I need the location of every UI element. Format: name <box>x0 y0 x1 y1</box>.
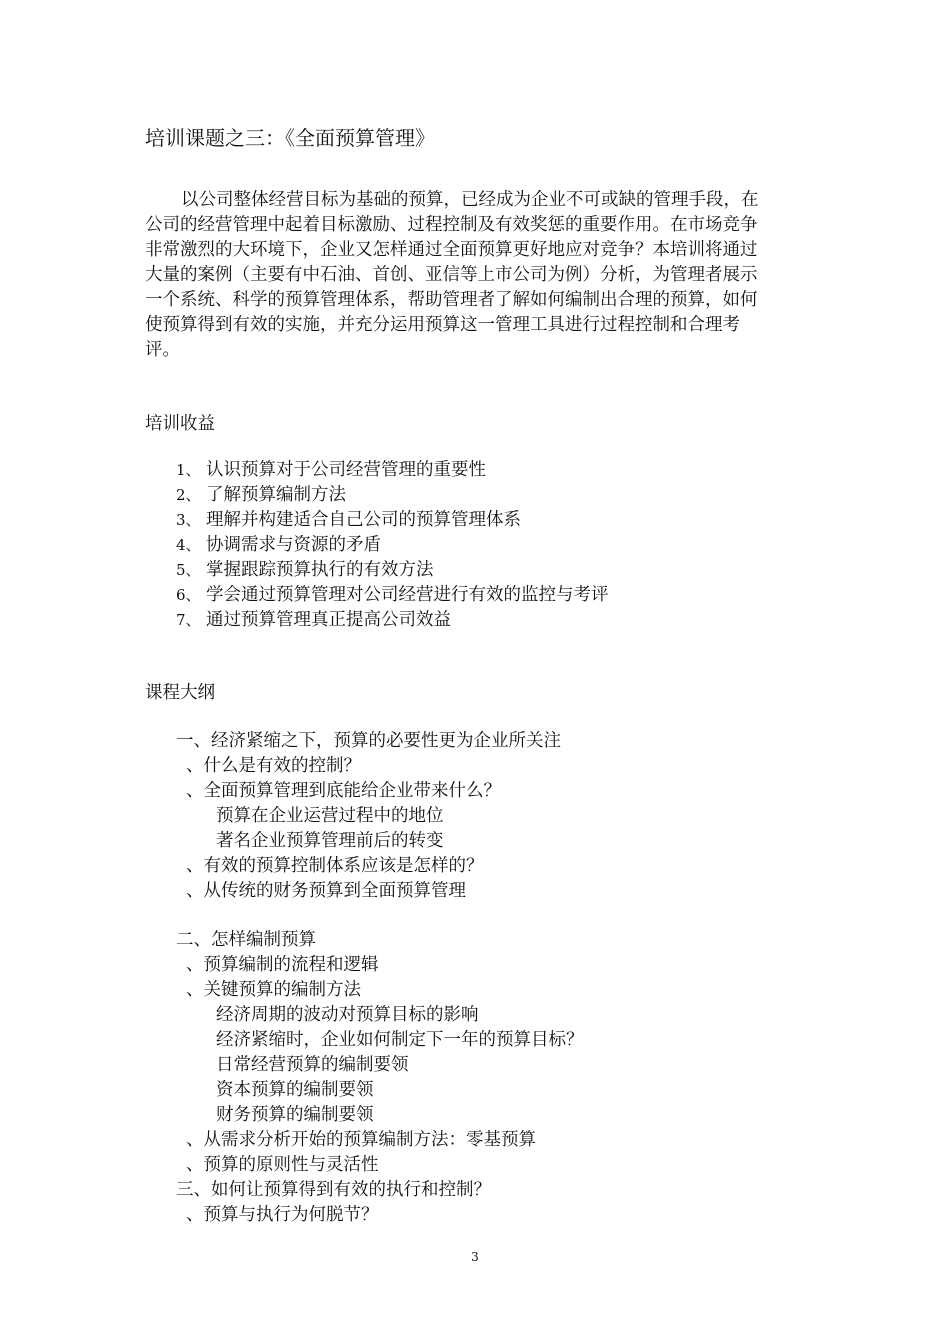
outline-subitem: 日常经营预算的编制要领 <box>216 1055 409 1075</box>
outline-section-1 <box>176 729 561 904</box>
benefit-number: 3、 <box>176 511 201 529</box>
outline-section-2 <box>176 928 584 1228</box>
intro-line: 公司的经营管理中起着目标激励、过程控制及有效奖惩的重要作用。在市场竞争 <box>145 215 758 235</box>
outline-section-title: 二、怎样编制预算 <box>176 930 316 950</box>
benefit-number: 5、 <box>176 561 201 579</box>
benefit-item <box>176 558 609 583</box>
benefit-text: 学会通过预算管理对公司经营进行有效的监控与考评 <box>206 585 609 605</box>
benefit-item <box>176 608 609 633</box>
outline-item: 、全面预算管理到底能给企业带来什么？ <box>186 781 501 801</box>
benefit-text: 认识预算对于公司经营管理的重要性 <box>206 460 486 480</box>
intro-line: 大量的案例（主要有中石油、首创、亚信等上市公司为例）分析，为管理者展示 <box>145 265 758 285</box>
benefit-item <box>176 508 609 533</box>
outline-heading: 课程大纲 <box>145 683 215 703</box>
benefit-number: 2、 <box>176 486 201 504</box>
intro-line: 非常激烈的大环境下，企业又怎样通过全面预算更好地应对竞争？本培训将通过 <box>145 240 758 260</box>
outline-item: 、有效的预算控制体系应该是怎样的？ <box>186 856 484 876</box>
page-number: 3 <box>471 1250 479 1264</box>
outline-subitem: 著名企业预算管理前后的转变 <box>216 831 444 851</box>
outline-item: 、预算编制的流程和逻辑 <box>186 955 379 975</box>
intro-paragraph <box>145 188 810 363</box>
intro-line: 以公司整体经营目标为基础的预算，已经成为企业不可或缺的管理手段，在 <box>181 190 759 210</box>
outline-item: 、从需求分析开始的预算编制方法：零基预算 <box>186 1130 536 1150</box>
benefit-text: 了解预算编制方法 <box>206 485 346 505</box>
intro-line: 使预算得到有效的实施，并充分运用预算这一管理工具进行过程控制和合理考 <box>145 315 740 335</box>
benefit-item <box>176 483 609 508</box>
outline-item: 、关键预算的编制方法 <box>186 980 361 1000</box>
benefits-heading: 培训收益 <box>145 414 215 434</box>
outline-item: 、预算的原则性与灵活性 <box>186 1155 379 1175</box>
benefit-text: 理解并构建适合自己公司的预算管理体系 <box>206 510 521 530</box>
outline-subitem: 经济紧缩时，企业如何制定下一年的预算目标？ <box>216 1030 584 1050</box>
document-title: 培训课题之三：《全面预算管理》 <box>145 126 435 150</box>
outline-subitem: 财务预算的编制要领 <box>216 1105 374 1125</box>
benefit-text: 协调需求与资源的矛盾 <box>206 535 381 555</box>
benefit-item <box>176 458 609 483</box>
intro-line: 评。 <box>145 340 180 360</box>
outline-section-title: 三、如何让预算得到有效的执行和控制？ <box>176 1180 491 1200</box>
benefit-number: 6、 <box>176 586 201 604</box>
benefit-text: 通过预算管理真正提高公司效益 <box>206 610 451 630</box>
intro-line: 一个系统、科学的预算管理体系，帮助管理者了解如何编制出合理的预算，如何 <box>145 290 758 310</box>
benefit-item <box>176 533 609 558</box>
benefit-number: 1、 <box>176 461 201 479</box>
benefit-number: 4、 <box>176 536 201 554</box>
outline-item: 、预算与执行为何脱节？ <box>186 1205 379 1225</box>
outline-subitem: 资本预算的编制要领 <box>216 1080 374 1100</box>
benefits-list <box>176 458 609 633</box>
benefit-number: 7、 <box>176 611 201 629</box>
benefit-text: 掌握跟踪预算执行的有效方法 <box>206 560 434 580</box>
outline-subitem: 预算在企业运营过程中的地位 <box>216 806 444 826</box>
outline-section-title: 一、经济紧缩之下，预算的必要性更为企业所关注 <box>176 731 561 751</box>
outline-subitem: 经济周期的波动对预算目标的影响 <box>216 1005 479 1025</box>
benefit-item <box>176 583 609 608</box>
outline-item: 、从传统的财务预算到全面预算管理 <box>186 881 466 901</box>
outline-item: 、什么是有效的控制？ <box>186 756 361 776</box>
